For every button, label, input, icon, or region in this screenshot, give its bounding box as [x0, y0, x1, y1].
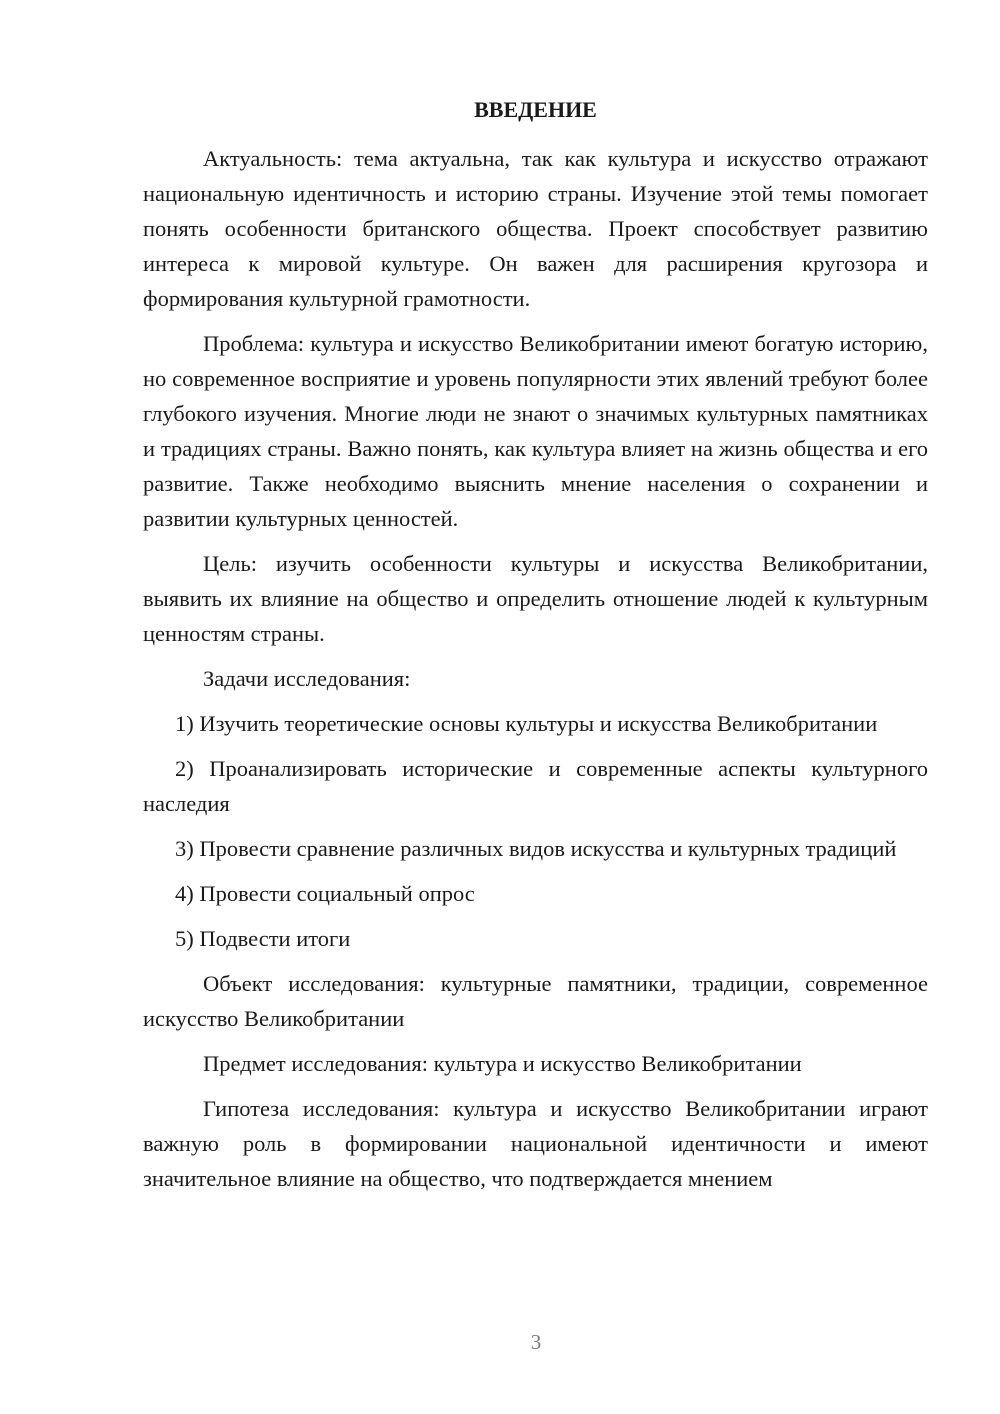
tasks-title: Задачи исследования: — [203, 666, 411, 691]
task-item-1: 1) Изучить теоретические основы культуры и искусства Великобритании — [175, 711, 878, 736]
task-item-4: 4) Провести социальный опрос — [175, 881, 475, 906]
task-item-3: 3) Провести сравнение различных видов искусства и культурных традиций — [175, 836, 897, 861]
page-content — [143, 92, 928, 1196]
subject-paragraph: Предмет исследования: культура и искусство Великобритании — [203, 1051, 802, 1076]
task-item-2: 2) Проанализировать исторические и современные аспекты культурного наследия — [143, 756, 928, 816]
task-item-5: 5) Подвести итоги — [175, 926, 351, 951]
goal-paragraph: Цель: изучить особенности культуры и искусства Великобритании, выявить их влияние на общество и определить отношение людей к культурным ценностям страны. — [143, 551, 928, 646]
problem-paragraph: Проблема: культура и искусство Великобритании имеют богатую историю, но современное восприятие и уровень популярности этих явлений требуют более глубокого изучения. Многие люди не знают о значимых культурных памятниках и традициях страны. Важно понять, как культура влияет на жизнь общества и его развитие. Также необходимо выяснить мнение населения о сохранении и развитии культурных ценностей. — [143, 331, 928, 531]
page-title: ВВЕДЕНИЕ — [474, 97, 597, 122]
hypothesis-paragraph: Гипотеза исследования: культура и искусство Великобритании играют важную роль в формировании национальной идентичности и имеют значительное влияние на общество, что подтверждается мнением — [143, 1096, 928, 1191]
relevance-paragraph: Актуальность: тема актуальна, так как культура и искусство отражают национальную идентичность и историю страны. Изучение этой темы помогает понять особенности британского общества. Проект способствует развитию интереса к мировой культуре. Он важен для расширения кругозора и формирования культурной грамотности. — [143, 146, 928, 311]
page-number: 3 — [530, 1330, 542, 1354]
object-paragraph: Объект исследования: культурные памятники, традиции, современное искусство Великобритании — [143, 971, 928, 1031]
